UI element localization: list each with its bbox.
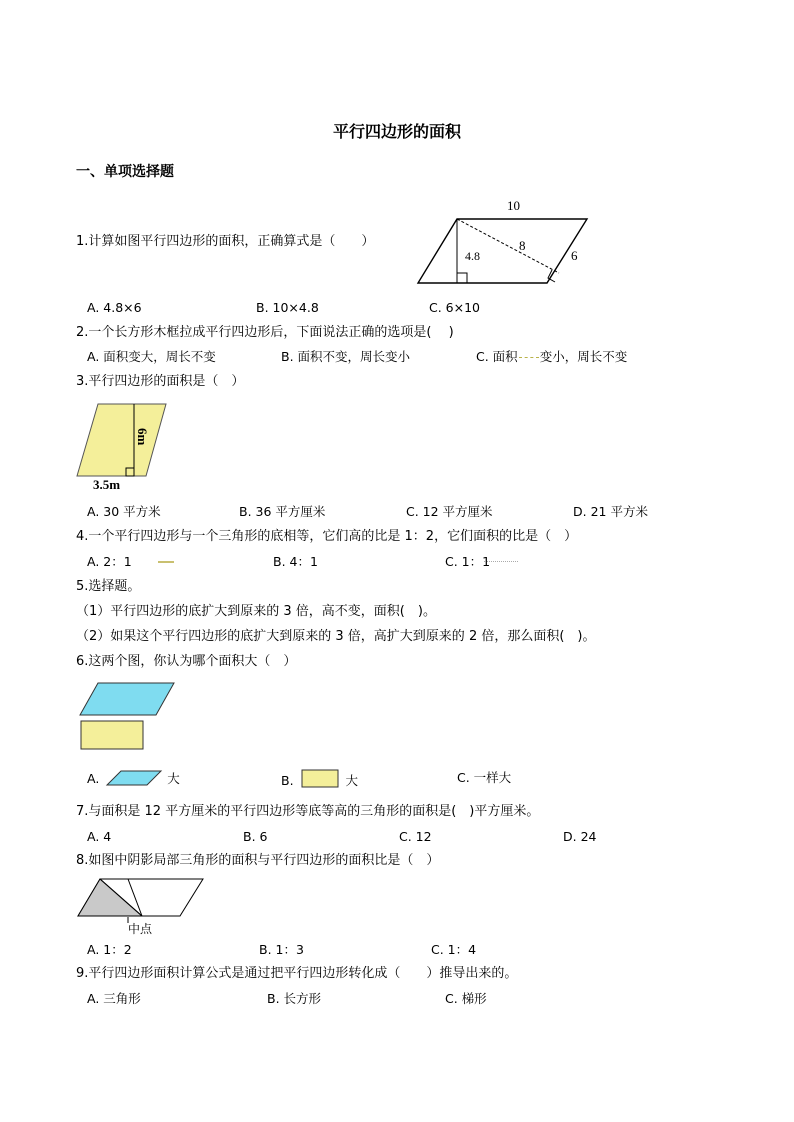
- q5-subitem-1: （1）平行四边形的底扩大到原来的 3 倍，高不变，面积( )。: [76, 604, 436, 619]
- q4-option-c[interactable]: C. 1：1: [445, 554, 491, 569]
- question-2-text: 2.一个长方形木框拉成平行四边形后，下面说法正确的选项是( ): [76, 325, 454, 340]
- q7-option-b[interactable]: B. 6: [243, 829, 268, 844]
- q8-option-a[interactable]: A. 1：2: [87, 942, 132, 957]
- q1-diagonal-height-label: 8: [519, 238, 526, 253]
- q1-option-b[interactable]: B. 10×4.8: [256, 300, 319, 315]
- question-4-text: 4.一个平行四边形与一个三角形的底相等，它们高的比是 1：2，它们面积的比是（ ）: [76, 529, 578, 544]
- q2-option-c-part2: 变小，周长不变: [539, 349, 628, 364]
- q6-rectangle-icon: [300, 769, 342, 789]
- q2-option-a[interactable]: A. 面积变大，周长不变: [87, 349, 216, 364]
- q1-base-label: 10: [507, 198, 520, 213]
- q6-option-a[interactable]: [87, 769, 180, 788]
- q3-height-label: 6m: [135, 428, 150, 446]
- q7-option-d[interactable]: D. 24: [563, 829, 597, 844]
- q3-option-a[interactable]: A. 30 平方米: [87, 504, 161, 519]
- q2-option-c-mark: [519, 357, 539, 359]
- q6-option-a-letter: A.: [87, 771, 100, 786]
- q6-shapes-figure: [76, 679, 176, 753]
- q2-option-c[interactable]: [476, 348, 627, 366]
- q3-option-d[interactable]: D. 21 平方米: [573, 504, 648, 519]
- q1-parallelogram-figure: [412, 192, 602, 292]
- q9-option-b[interactable]: B. 长方形: [267, 991, 322, 1006]
- q9-option-c[interactable]: C. 梯形: [445, 991, 487, 1006]
- question-8-text: 8.如图中阴影局部三角形的面积与平行四边形的面积比是（ ）: [76, 853, 440, 868]
- question-6-text: 6.这两个图，你认为哪个面积大（ ）: [76, 654, 297, 669]
- q1-height-label: 4.8: [465, 249, 480, 263]
- question-7-text: 7.与面积是 12 平方厘米的平行四边形等底等高的三角形的面积是( )平方厘米。: [76, 804, 540, 819]
- q7-option-a[interactable]: A. 4: [87, 829, 112, 844]
- q3-option-b[interactable]: B. 36 平方厘米: [239, 504, 326, 519]
- q6-option-b-suffix: 大: [345, 773, 359, 788]
- q3-parallelogram-figure: [74, 400, 170, 492]
- q8-option-b[interactable]: B. 1：3: [259, 942, 304, 957]
- q1-option-c[interactable]: C. 6×10: [429, 300, 481, 315]
- q4-option-a[interactable]: A. 2：1: [87, 554, 132, 569]
- question-5-text: 5.选择题。: [76, 579, 141, 594]
- page-title: 平行四边形的面积: [332, 122, 461, 141]
- question-3-text: 3.平行四边形的面积是（ ）: [76, 374, 245, 389]
- q4-decorative-mark: [158, 561, 174, 563]
- q8-shaded-triangle-figure: [76, 875, 206, 937]
- q6-option-b[interactable]: [281, 769, 358, 790]
- q8-midpoint-label: 中点: [128, 922, 153, 936]
- q4-option-b[interactable]: B. 4：1: [273, 554, 318, 569]
- q3-option-c[interactable]: C. 12 平方厘米: [406, 504, 493, 519]
- q1-option-a[interactable]: A. 4.8×6: [87, 300, 142, 315]
- section-heading: 一、单项选择题: [76, 164, 174, 180]
- question-1-text: 1.计算如图平行四边形的面积，正确算式是（ ）: [76, 234, 375, 249]
- q9-option-a[interactable]: A. 三角形: [87, 991, 141, 1006]
- q3-base-label: 3.5m: [93, 477, 121, 492]
- q6-parallelogram-icon: [105, 769, 163, 787]
- question-9-text: 9.平行四边形面积计算公式是通过把平行四边形转化成（ ）推导出来的。: [76, 966, 518, 981]
- q7-option-c[interactable]: C. 12: [399, 829, 432, 844]
- q6-option-c[interactable]: C. 一样大: [457, 770, 512, 785]
- q8-option-c[interactable]: C. 1：4: [431, 942, 477, 957]
- q4-faint-mark: [484, 561, 518, 563]
- q2-option-b[interactable]: B. 面积不变，周长变小: [281, 349, 411, 364]
- q6-option-a-suffix: 大: [167, 771, 180, 786]
- q6-option-b-letter: B.: [281, 773, 294, 788]
- q2-option-c-part1: C. 面积: [476, 349, 518, 364]
- q5-subitem-2: （2）如果这个平行四边形的底扩大到原来的 3 倍，高扩大到原来的 2 倍，那么面积( )。: [76, 629, 596, 644]
- q1-side-label: 6: [571, 248, 578, 263]
